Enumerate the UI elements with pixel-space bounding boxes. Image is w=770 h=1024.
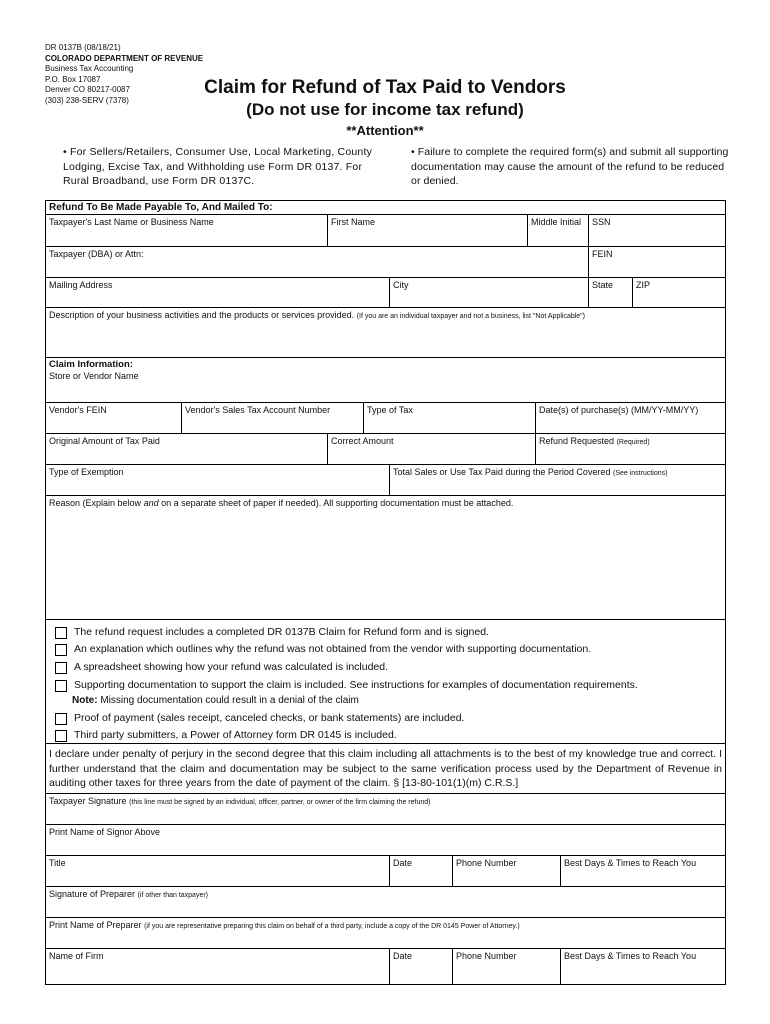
claim-info-row [46,357,725,402]
firm-row [46,948,725,985]
preparer-date-field[interactable]: Date [389,949,452,985]
checklist-section [46,619,725,743]
type-of-tax-field[interactable]: Type of Tax [363,403,535,433]
signature-row [46,793,725,824]
note-right: • Failure to complete the required form(s) and submit all supporting documentation may cause the amount of the refund to be reduced or denied. [411,146,729,187]
note-left: • For Sellers/Retailers, Consumer Use, Local Marketing, County Lodging, Excise Tax, and Withholding use Form DR 0137. For Rural Broadband, use Form DR 0137C. [63,146,373,187]
reason-field[interactable]: Reason (Explain below and on a separate sheet of paper if needed). All supporting documentation must be attached. [49,498,514,508]
mailing-address-field[interactable]: Mailing Address [49,280,113,290]
dba-field[interactable]: Taxpayer (DBA) or Attn: [49,249,144,259]
exemption-type-field[interactable]: Type of Exemption [49,467,124,477]
date-field[interactable]: Date [389,856,452,886]
declaration-text: I declare under penalty of perjury in the second degree that this claim including all attachments is to the best of my knowledge true and correct. I further understand that the claim and documentation may be subject to the same verification process used by the Department of Revenue in auditing other taxes for three years from the date of payment of the claim. § [13-80-101(1)(m) C.R.S.] [49,748,722,789]
print-preparer-field[interactable]: Print Name of Preparer (if you are representative preparing this claim on behalf of a third party, include a copy of the DR 0145 Power of Attorney.) [49,920,520,930]
title-field[interactable]: Title [49,858,66,868]
attention-label: **Attention** [346,123,424,138]
vendor-account-field[interactable]: Vendor's Sales Tax Account Number [181,403,363,433]
checkbox[interactable] [55,713,67,725]
address-row [46,277,725,307]
total-tax-paid-field[interactable]: Total Sales or Use Tax Paid during the Period Covered (See instructions) [389,465,725,495]
preparer-signature-field[interactable]: Signature of Preparer (if other than taxpayer) [49,889,209,899]
taxpayer-signature-field[interactable]: Taxpayer Signature (this line must be signed by an individual, officer, partner, or owner of the firm claiming the refund) [49,796,431,806]
original-amount-field[interactable]: Original Amount of Tax Paid [49,436,160,446]
firm-name-field[interactable]: Name of Firm [49,951,104,961]
phone-field[interactable]: Phone Number [452,856,560,886]
form-number: DR 0137B (08/18/21) [45,43,121,52]
print-signor-field[interactable]: Print Name of Signor Above [49,827,161,837]
form-title: Claim for Refund of Tax Paid to Vendors [204,77,566,98]
exemption-row [46,464,725,495]
last-name-field[interactable]: Taxpayer's Last Name or Business Name [49,217,214,227]
city-field[interactable]: City [389,278,588,307]
checklist-item[interactable]: A spreadsheet showing how your refund was calculated is included. [55,661,388,674]
amount-row [46,433,725,464]
store-vendor-field[interactable]: Store or Vendor Name [49,371,139,381]
checklist-item[interactable]: Supporting documentation to support the claim is included. See instructions for examples of documentation requirements. [55,679,638,692]
declaration-row [46,743,725,793]
zip-field[interactable]: ZIP [632,278,725,307]
refund-to-heading: Refund To Be Made Payable To, And Mailed To: [49,202,273,213]
preparer-phone-field[interactable]: Phone Number [452,949,560,985]
correct-amount-field[interactable]: Correct Amount [327,434,535,464]
refund-form [45,200,726,985]
phone-line: (303) 238-SERV (7378) [45,95,129,105]
dba-row [46,246,725,277]
checkbox[interactable] [55,730,67,742]
po-box: P.O. Box 17087 [45,74,101,84]
purchase-dates-field[interactable]: Date(s) of purchase(s) (MM/YY-MM/YY) [535,403,725,433]
best-days-field[interactable]: Best Days & Times to Reach You [560,856,725,886]
claim-info-heading: Claim Information: [49,359,133,370]
ssn-field[interactable]: SSN [588,215,725,246]
middle-initial-field[interactable]: Middle Initial [527,215,588,246]
fein-field[interactable]: FEIN [588,247,725,277]
title-row [46,855,725,886]
state-field[interactable]: State [588,278,632,307]
preparer-best-days-field[interactable]: Best Days & Times to Reach You [560,949,725,985]
checklist-item[interactable]: An explanation which outlines why the refund was not obtained from the vendor with supporting documentation. [55,643,591,656]
description-field[interactable]: Description of your business activities and the products or services provided. (If you are an individual taxpayer and not a business, list "Not Applicable") [49,310,585,320]
checkbox[interactable] [55,662,67,674]
checkbox[interactable] [55,680,67,692]
refund-to-section [46,201,725,214]
department-name: COLORADO DEPARTMENT OF REVENUE [45,53,204,63]
office-name: Business Tax Accounting [45,64,134,73]
description-row [46,307,725,357]
preparer-signature-row [46,886,725,917]
checkbox[interactable] [55,644,67,656]
vendor-fein-field[interactable]: Vendor's FEIN [49,405,107,415]
refund-requested-field[interactable]: Refund Requested (Required) [535,434,725,464]
vendor-row [46,402,725,433]
checklist-item[interactable]: Third party submitters, a Power of Attorney form DR 0145 is included. [55,729,397,742]
city-line: Denver CO 80217-0087 [45,85,130,94]
checklist-item[interactable]: Proof of payment (sales receipt, canceled checks, or bank statements) are included. [55,712,464,725]
first-name-field[interactable]: First Name [327,215,527,246]
form-subtitle: (Do not use for income tax refund) [246,100,524,119]
checklist-item[interactable]: The refund request includes a completed DR 0137B Claim for Refund form and is signed. [55,626,489,639]
name-row [46,214,725,246]
checklist-note: Note: Missing documentation could result in a denial of the claim [72,695,359,706]
reason-row [46,495,725,619]
print-signor-row [46,824,725,855]
print-preparer-row [46,917,725,948]
checkbox[interactable] [55,627,67,639]
